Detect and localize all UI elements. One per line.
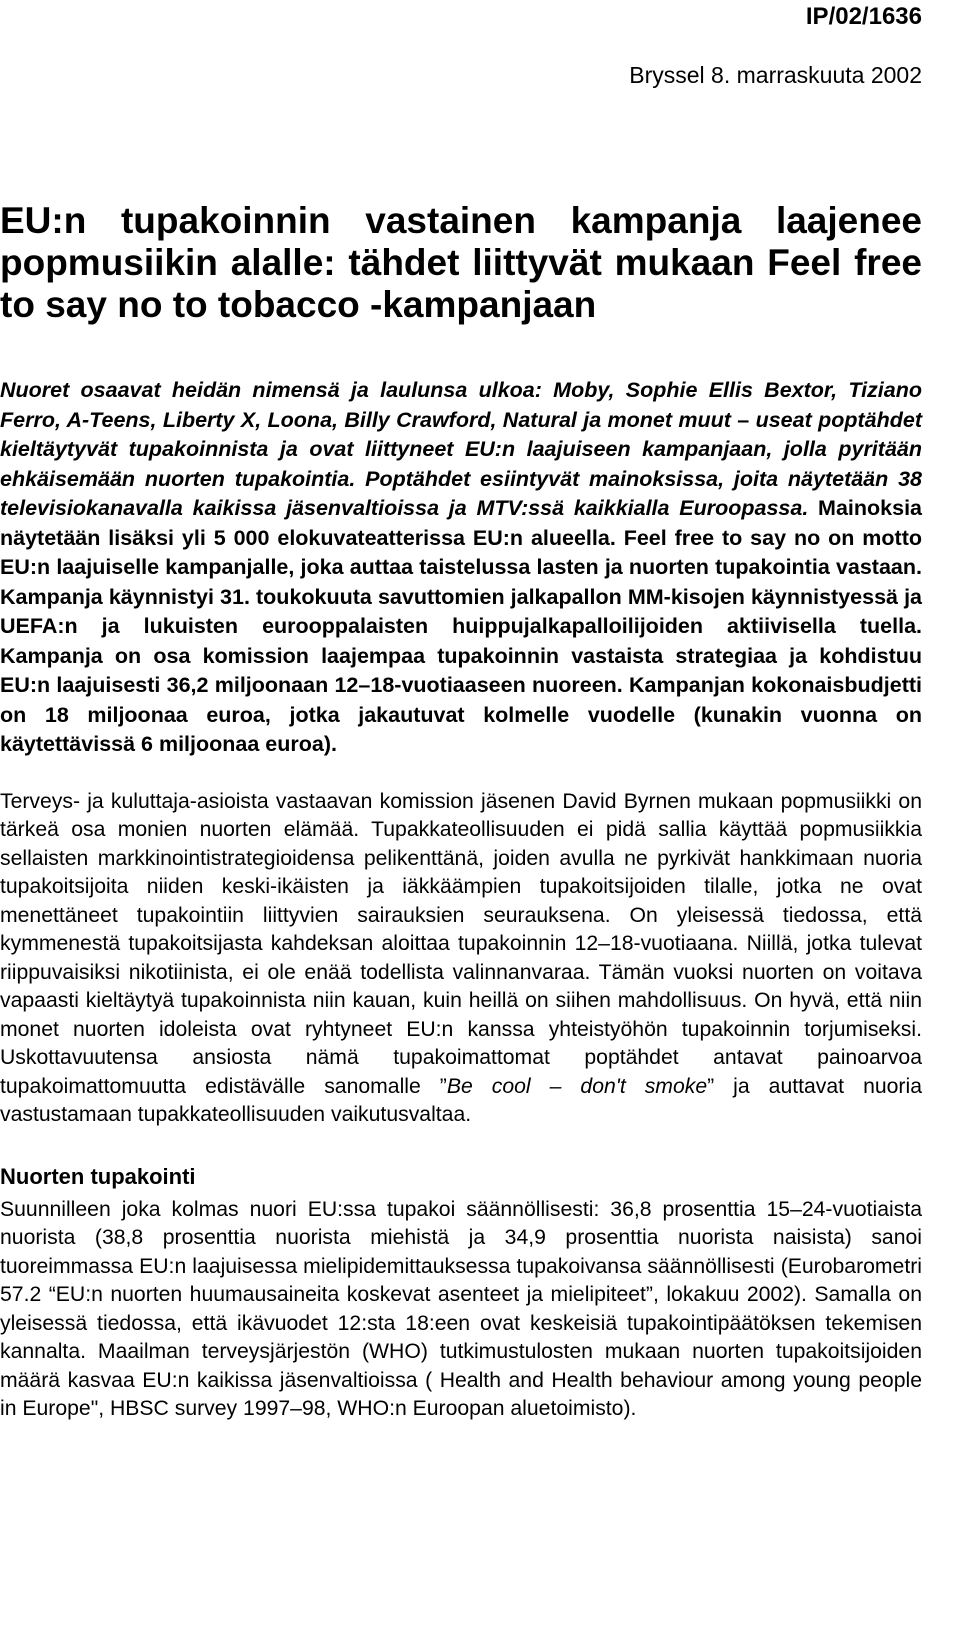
page-title: EU:n tupakoinnin vastainen kampanja laajenee popmusiikin alalle: tähdet liittyvät mukaan Feel free to say no to tobacco -kampanjaan bbox=[0, 200, 922, 325]
body-text-2: ” ja auttavat nuoria vastustamaan tupakkateollisuuden vaikutusvaltaa. bbox=[0, 1074, 922, 1126]
body-paragraph-1 bbox=[0, 788, 922, 1130]
lead-dash-2: – bbox=[358, 673, 371, 697]
lead-text-part4: 18-vuotiaaseen nuoreen. Kampanjan kokonaisbudjetti on 18 miljoonaa euroa, jotka jakautuvat kolmelle vuodelle (kunakin vuonna on käytettävissä 6 miljoonaa euroa). bbox=[0, 673, 922, 756]
document-date: Bryssel 8. marraskuuta 2002 bbox=[629, 62, 922, 88]
body-text-1: Terveys- ja kuluttaja-asioista vastaavan komission jäsenen David Byrnen mukaan popmusiikki on tärkeä osa monien nuorten elämää. Tupakkateollisuuden ei pidä sallia käyttää popmusiikkia sellaisten markkinointistrategioidensa pelikenttänä, joiden avulla ne pyrkivät hankkimaan nuoria tupakoitsijoita niiden keski-ikäisten ja iäkkäämpien tupakoitsijoiden tilalle, jotka ne ovat menettäneet tupakointiin liittyvien sairauksien seurauksena. On yleisessä tiedossa, että kymmenestä tupakoitsijasta kahdeksan aloittaa tupakoinnin 12–18-vuotiaana. Niillä, jotka tulevat riippuvaisiksi nikotiinista, ei ole enää todellista valinnanvaraa. Tämän vuoksi nuorten on voitava vapaasti kieltäytyä tupakoinnista niin kauan, kuin heillä on siihen mahdollisuus. On hyvä, että niin monet nuorten idoleista ovat ryhtyneet EU:n kanssa yhteistyöhön tupakoinnin torjumiseksi. Uskottavuutensa ansiosta nämä tupakoimattomat poptähdet antavat painoarvoa tupakoimattomuutta edistävälle sanomalle ” bbox=[0, 789, 922, 1098]
lead-text-part1: Nuoret osaavat heidän nimensä ja laulunsa ulkoa: Moby, Sophie Ellis Bextor, Tiziano Ferro, A-Teens, Liberty X, Loona, Billy Crawford, Natural ja monet muut bbox=[0, 378, 922, 432]
document-content bbox=[0, 200, 922, 1424]
lead-paragraph bbox=[0, 376, 922, 760]
document-reference: IP/02/1636 bbox=[805, 3, 922, 30]
lead-dash: – bbox=[737, 407, 750, 432]
section-heading: Nuorten tupakointi bbox=[0, 1163, 196, 1189]
slogan-text: Be cool – don't smoke bbox=[446, 1074, 708, 1098]
lead-text-part2: useat poptähdet kieltäytyvät tupakoinnista ja ovat liittyneet EU:n laajuiseen kampanjaan, jolla pyritään ehkäisemään nuorten tupakointia. Poptähdet esiintyvät mainoksissa, joita näytetään 38 televisiokanavalla kaikissa jäsenvaltioissa ja MTV:ssä kaikkialla Euroopassa. bbox=[0, 407, 923, 520]
lead-text-part3: Mainoksia näytetään lisäksi yli 5 000 elokuvateatterissa EU:n alueella. Feel free to say no on motto EU:n laajuiselle kampanjalle, joka auttaa taistelussa lasten ja nuorten tupakointia vastaan. Kampanja käynnistyi 31. toukokuuta savuttomien jalkapallon MM-kisojen käynnistyessä ja UEFA:n ja lukuisten eurooppalaisten huippujalkapalloilijoiden aktiivisella tuella. Kampanja on osa komission laajempaa tupakoinnin vastaista strategiaa ja kohdistuu EU:n laajuisesti 36,2 miljoonaan 12 bbox=[0, 496, 922, 697]
section-paragraph: Suunnilleen joka kolmas nuori EU:ssa tupakoi säännöllisesti: 36,8 prosenttia 15–24-vuotiaista nuorista (38,8 prosenttia nuorista miehistä ja 34,9 prosenttia nuorista naisista) sanoi tuoreimmassa EU:n laajuisessa mielipidemittauksessa tupakoivansa säännöllisesti (Eurobarometri 57.2 “EU:n nuorten huumausaineita koskevat asenteet ja mielipiteet”, lokakuu 2002). Samalla on yleisessä tiedossa, että ikävuodet 12:sta 18:een ovat keskeisiä tupakointipäätöksen tekemisen kannalta. Maailman terveysjärjestön (WHO) tutkimustulosten mukaan nuorten tupakoitsijoiden määrä kasvaa EU:n kaikissa jäsenvaltioissa ( Health and Health behaviour among young people in Europe", HBSC survey 1997–98, WHO:n Euroopan aluetoimisto). bbox=[0, 1197, 922, 1420]
